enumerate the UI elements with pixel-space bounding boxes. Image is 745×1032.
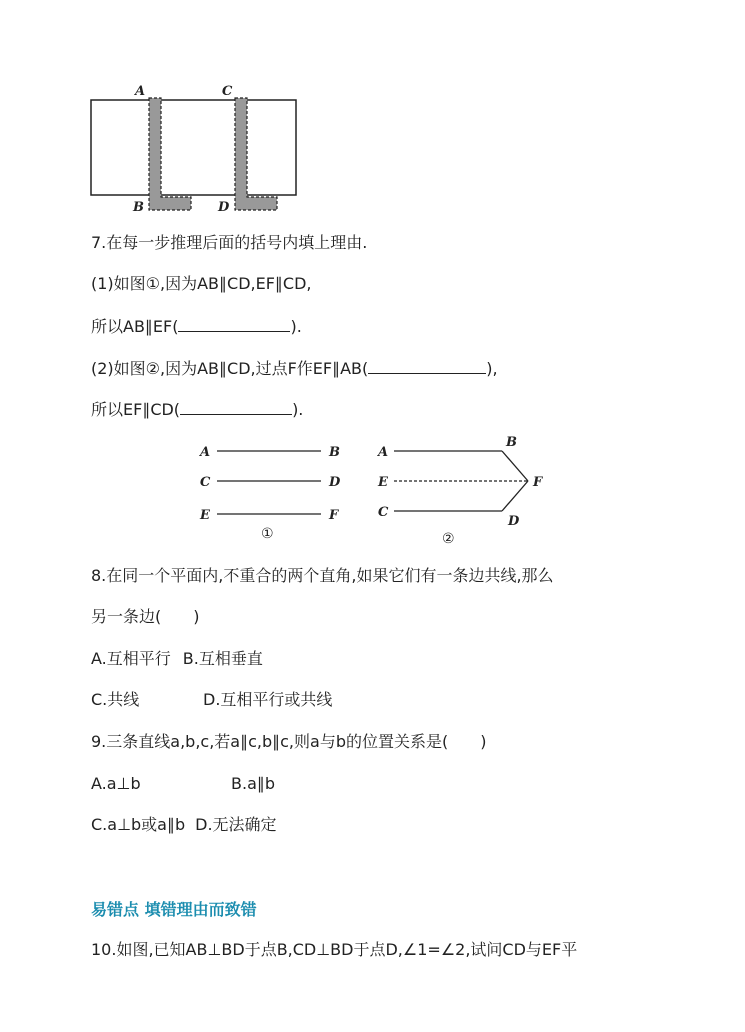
fig2-line-fd [502,481,528,511]
fig1-label-f: F [329,508,339,523]
q8-option-a[interactable]: A.互相平行 [91,649,171,668]
fig2-caption: ② [442,531,455,547]
figure-1 [195,436,355,546]
q8-stem-line2: 另一条边( ) [91,607,200,626]
q7-part2-line1 [91,357,498,380]
q9-option-c[interactable]: C.a⊥b或a∥b [91,815,186,834]
q7-part1-line2 [91,315,302,338]
q8-option-d[interactable]: D.互相平行或共线 [203,690,333,709]
label-d: D [218,200,230,215]
label-b: B [133,200,144,215]
figure-2 [372,430,562,550]
q9-option-d[interactable]: D.无法确定 [195,815,277,834]
q9-option-b[interactable]: B.a∥b [231,774,276,793]
q8-options-row2 [91,689,332,711]
q7-answer-blank-1[interactable] [178,315,290,332]
q8-option-c[interactable]: C.共线 [91,690,140,709]
q7-part2-line2 [91,398,303,421]
q8-option-b[interactable]: B.互相垂直 [182,649,263,668]
fig1-label-e: E [200,508,210,523]
q7-answer-blank-2[interactable] [368,357,486,374]
q7-part2b-post: ). [292,400,304,419]
top-figure [85,80,305,220]
fig2-label-f: F [533,475,543,490]
q9-options-row1 [91,773,275,795]
q10-stem: 10.如图,已知AB⊥BD于点B,CD⊥BD于点D,∠1=∠2,试问CD与EF平 [91,940,578,959]
fig1-label-d: D [329,475,341,490]
q7-stem: 7.在每一步推理后面的括号内填上理由. [91,233,368,252]
fig1-label-c: C [200,475,211,490]
fig2-label-b: B [506,435,517,450]
fig2-label-c: C [378,505,389,520]
section-heading: 易错点 填错理由而致错 [91,900,257,919]
q8-options-row1 [91,648,263,670]
top-figure-rectangle [91,100,296,195]
q9-option-a[interactable]: A.a⊥b [91,774,141,793]
q7-answer-blank-3[interactable] [180,398,292,415]
label-c: C [222,84,233,99]
fig1-caption: ① [261,526,274,542]
q7-part1-line1: (1)如图①,因为AB∥CD,EF∥CD, [91,274,312,293]
q7-part1-pre: 所以AB∥EF( [91,317,179,336]
fig2-label-d: D [508,514,520,529]
fig1-label-a: A [200,445,211,460]
q9-stem: 9.三条直线a,b,c,若a∥c,b∥c,则a与b的位置关系是( ) [91,732,487,751]
q9-options-row2 [91,814,277,836]
fig2-line-bf [502,451,528,481]
q7-part2-post: ), [486,359,498,378]
fig2-label-e: E [378,475,388,490]
q7-part2-pre: (2)如图②,因为AB∥CD,过点F作EF∥AB( [91,359,369,378]
q8-stem-line1: 8.在同一个平面内,不重合的两个直角,如果它们有一条边共线,那么 [91,566,554,585]
q7-part2b-pre: 所以EF∥CD( [91,400,181,419]
fig2-label-a: A [378,445,389,460]
q7-part1-post: ). [290,317,302,336]
label-a: A [135,84,146,99]
fig1-label-b: B [329,445,340,460]
